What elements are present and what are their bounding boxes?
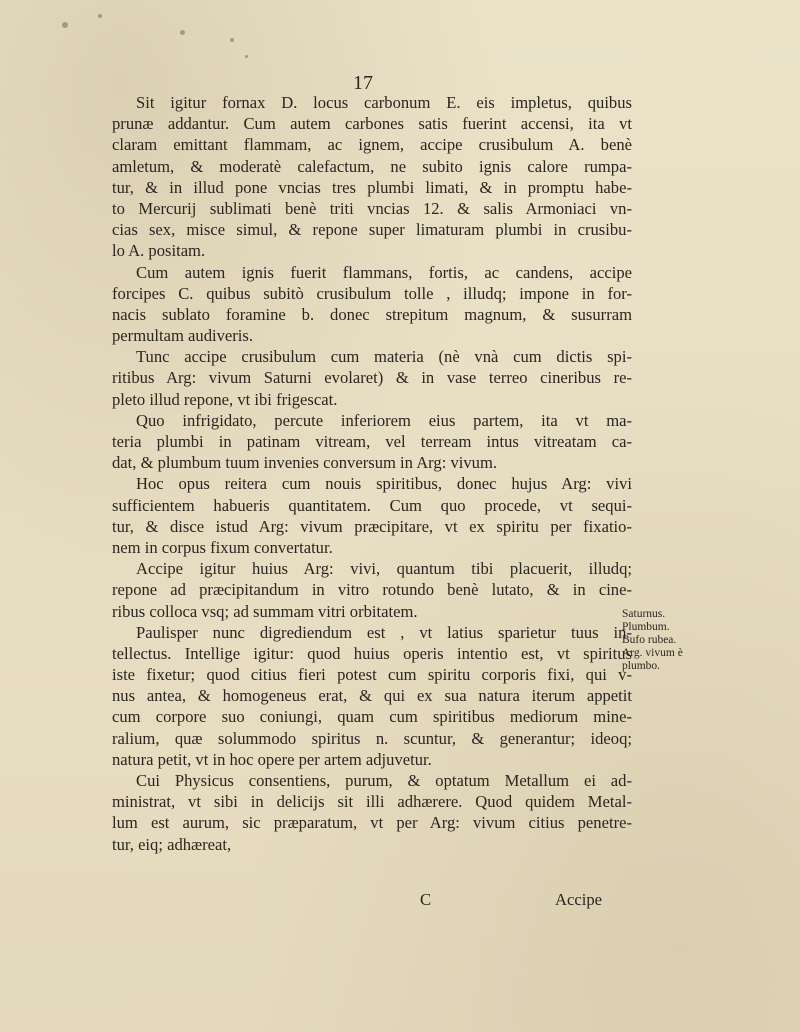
text-line: dat, & plumbum tuum invenies conversum in Arg: vivum. — [112, 453, 498, 473]
text-line: tur, eiq; adhæreat, — [112, 834, 232, 854]
text-line: Accipe igitur huius Arg: vivi, quantum tibi placuerit, illudq; — [136, 559, 632, 579]
text-line: lum est aurum, sic præparatum, vt per Arg: vivum citius penetre- — [112, 813, 632, 833]
ink-blot — [245, 55, 248, 58]
ink-blot — [98, 14, 102, 18]
text-line: ribus colloca vsq; ad summam vitri orbitatem. — [112, 601, 418, 621]
text-line: permultam audiveris. — [112, 326, 254, 346]
margin-note: plumbo. — [622, 660, 661, 672]
text-line: prunæ addantur. Cum autem carbones satis fuerint accensi, ita vt — [112, 114, 632, 134]
text-line: sufficientem habueris quantitatem. Cum quo procede, vt sequi- — [112, 495, 632, 515]
text-line: ministrat, vt sibi in delicijs sit illi adhærere. Quod quidem Metal- — [112, 792, 632, 812]
text-line: amletum, & moderatè calefactum, ne subito ignis calore rumpa- — [112, 156, 632, 176]
signature-mark: C — [420, 890, 432, 909]
ink-blot — [180, 30, 185, 35]
text-line: to Mercurij sublimati benè triti vncias 12. & salis Armoniaci vn- — [112, 198, 632, 218]
body-text — [112, 92, 632, 855]
text-line: nem in corpus fixum convertatur. — [112, 537, 333, 557]
text-line: ritibus Arg: vivum Saturni evolaret) & in vase terreo cineribus re- — [112, 368, 632, 388]
catchword: Accipe — [555, 890, 602, 909]
text-line: cias sex, misce simul, & repone super limaturam plumbi in crusibu- — [112, 220, 632, 240]
text-line: ralium, quæ solummodo spiritus n. scuntur, & generantur; ideoq; — [112, 728, 632, 748]
text-line: teria plumbi in patinam vitream, vel terream intus vitreatam ca- — [112, 432, 632, 451]
margin-note: Arg. vivum è — [622, 647, 683, 659]
margin-note: Bufo rubea. — [622, 634, 677, 646]
page-number: 17 — [353, 72, 373, 94]
text-line: cum corpore suo coniungi, quam cum spiritibus mediorum mine- — [112, 707, 632, 727]
text-line: Quo infrigidato, percute inferiorem eius partem, ita vt ma- — [136, 410, 632, 430]
text-line: nus antea, & homogeneus erat, & qui ex sua natura iterum appetit — [112, 686, 632, 706]
text-line: Hoc opus reitera cum nouis spiritibus, donec hujus Arg: vivi — [136, 474, 632, 494]
text-line: tellectus. Intellige igitur: quod huius operis intentio est, vt spiritus — [112, 643, 632, 663]
text-line: tur, & in illud pone vncias tres plumbi limati, & in promptu habe- — [112, 177, 632, 197]
ink-blot — [230, 38, 234, 42]
text-line: Paulisper nunc digrediendum est , vt latius sparietur tuus in- — [136, 622, 632, 642]
text-line: Cum autem ignis fuerit flammans, fortis, ac candens, accipe — [136, 262, 632, 282]
text-line: nacis sublato foramine b. donec strepitum magnum, & susurram — [112, 304, 632, 324]
text-line: repone ad præcipitandum in vitro rotundo benè lutato, & in cine- — [112, 580, 632, 600]
text-line: forcipes C. quibus subitò crusibulum tolle , illudq; impone in for- — [112, 283, 632, 303]
margin-note: Saturnus. — [622, 608, 666, 620]
margin-notes — [622, 608, 702, 673]
text-line: pleto illud repone, vt ibi frigescat. — [112, 389, 338, 409]
text-line: iste fixetur; quod citius fieri potest cum spiritu corporis fixi, qui v- — [112, 665, 632, 685]
text-line: tur, & disce istud Arg: vivum præcipitare, vt ex spiritu per fixatio- — [112, 516, 632, 536]
text-line: Tunc accipe crusibulum cum materia (nè vnà cum dictis spi- — [136, 347, 632, 367]
text-line: Sit igitur fornax D. locus carbonum E. eis impletus, quibus — [136, 93, 632, 112]
text-line: lo A. positam. — [112, 241, 206, 261]
text-line: natura petit, vt in hoc opere per artem adjuvetur. — [112, 749, 432, 769]
text-line: claram emittant flammam, ac ignem, accipe crusibulum A. benè — [112, 135, 632, 155]
margin-note: Plumbum. — [622, 621, 670, 633]
text-line: Cui Physicus consentiens, purum, & optatum Metallum ei ad- — [136, 771, 632, 790]
ink-blot — [62, 22, 68, 28]
